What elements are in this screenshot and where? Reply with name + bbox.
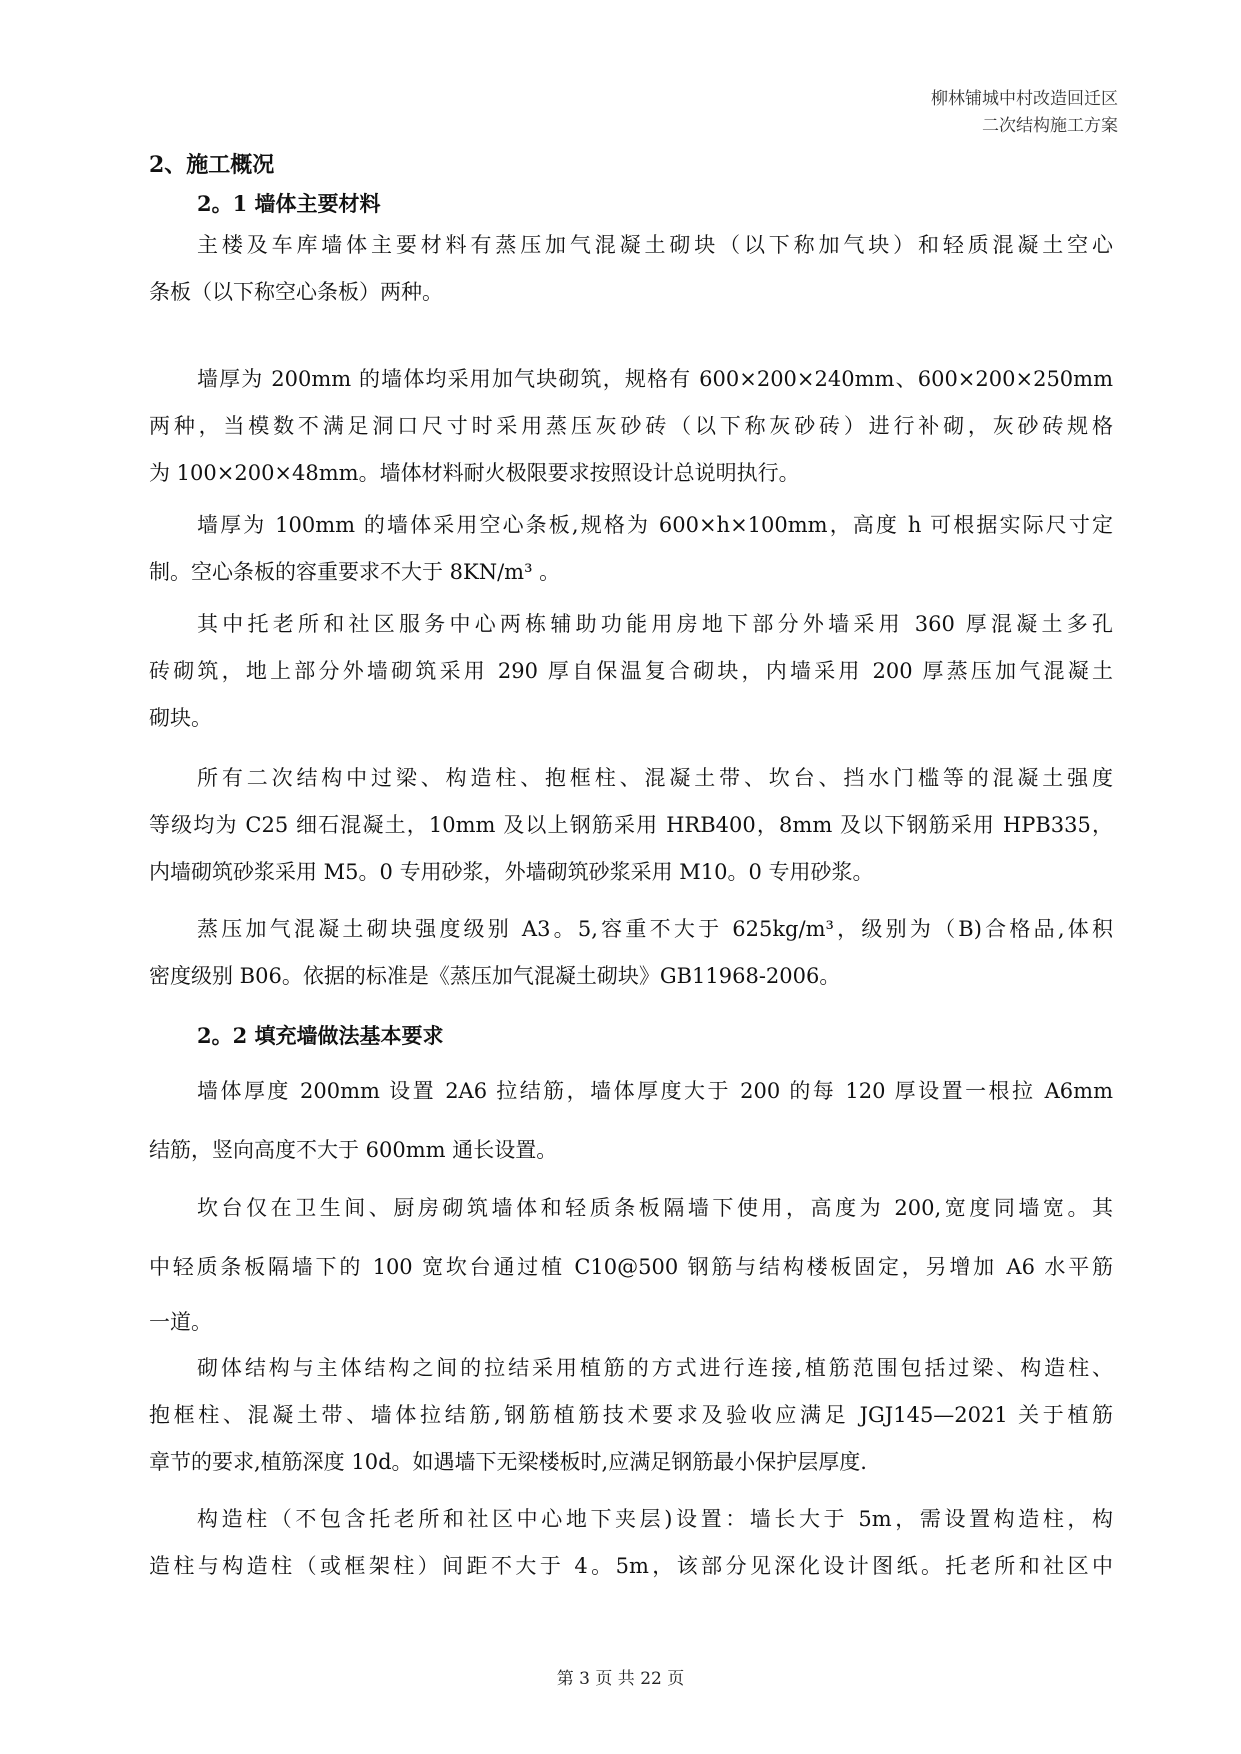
text-line: 条板（以下称空心条板）两种。 [149,280,443,304]
subsection-title-infill-wall: 2。2 填充墙做法基本要求 [197,1023,444,1048]
text-line: 墙体厚度 200mm 设置 2A6 拉结筋，墙体厚度大于 200 的每 120 厚设置一根拉 A6mm [197,1079,1113,1103]
text-line: 抱框柱、混凝土带、墙体拉结筋,钢筋植筋技术要求及验收应满足 JGJ145—2021 关于植筋 [149,1403,1113,1427]
text-line: 砌体结构与主体结构之间的拉结采用植筋的方式进行连接,植筋范围包括过梁、构造柱、 [197,1356,1113,1380]
text-line: 两种，当模数不满足洞口尺寸时采用蒸压灰砂砖（以下称灰砂砖）进行补砌，灰砂砖规格 [149,414,1113,438]
paragraph-200mm-wall [149,356,1113,497]
text-line: 为 100×200×48mm。墙体材料耐火极限要求按照设计总说明执行。 [149,461,800,485]
text-line: 密度级别 B06。依据的标准是《蒸压加气混凝土砌块》GB11968-2006。 [149,964,841,988]
header-project-name: 柳林铺城中村改造回迁区 [931,89,1118,109]
paragraph-tie-bars [149,1068,1113,1174]
paragraph-curb [149,1185,1113,1346]
text-line: 造柱与构造柱（或框架柱）间距不大于 4。5m，该部分见深化设计图纸。托老所和社区中 [149,1554,1113,1578]
paragraph-100mm-wall [149,502,1113,596]
text-line: 其中托老所和社区服务中心两栋辅助功能用房地下部分外墙采用 360 厚混凝土多孔 [197,612,1113,636]
paragraph-block-strength [149,906,1113,1000]
paragraph-concrete-grade [149,755,1113,896]
paragraph-ancillary-buildings [149,601,1113,742]
text-line: 所有二次结构中过梁、构造柱、抱框柱、混凝土带、坎台、挡水门槛等的混凝土强度 [197,766,1113,790]
text-line: 结筋，竖向高度不大于 600mm 通长设置。 [149,1138,558,1162]
subsection-title-materials: 2。1 墙体主要材料 [197,191,381,216]
text-line: 墙厚为 100mm 的墙体采用空心条板,规格为 600×h×100mm，高度 h 可根据实际尺寸定 [197,513,1113,537]
text-line: 墙厚为 200mm 的墙体均采用加气块砌筑，规格有 600×200×240mm、600×200×250mm [197,367,1113,391]
section-title: 2、施工概况 [149,152,275,178]
text-line: 砖砌筑，地上部分外墙砌筑采用 290 厚自保温复合砌块，内墙采用 200 厚蒸压加气混凝土 [149,659,1113,683]
paragraph-materials-intro [149,222,1113,316]
page-header [931,86,1118,140]
text-line: 蒸压加气混凝土砌块强度级别 A3。5,容重不大于 625kg/m³，级别为（B)合格品,体积 [197,917,1113,941]
paragraph-rebar-planting [149,1345,1113,1486]
text-line: 一道。 [149,1310,212,1334]
text-line: 等级均为 C25 细石混凝土，10mm 及以上钢筋采用 HRB400，8mm 及以下钢筋采用 HPB335， [149,813,1113,837]
text-line: 内墙砌筑砂浆采用 M5。0 专用砂浆，外墙砌筑砂浆采用 M10。0 专用砂浆。 [149,860,874,884]
text-line: 砌块。 [149,706,212,730]
page-number-footer: 第 3 页 共 22 页 [556,1669,685,1689]
text-line: 章节的要求,植筋深度 10d。如遇墙下无梁楼板时,应满足钢筋最小保护层厚度. [149,1450,867,1474]
header-document-title: 二次结构施工方案 [982,116,1118,136]
text-line: 制。空心条板的容重要求不大于 8KN/m³ 。 [149,560,561,584]
text-line: 主楼及车库墙体主要材料有蒸压加气混凝土砌块（以下称加气块）和轻质混凝土空心 [197,233,1113,257]
text-line: 构造柱（不包含托老所和社区中心地下夹层)设置：墙长大于 5m，需设置构造柱，构 [197,1507,1113,1531]
paragraph-structural-columns [149,1496,1113,1590]
text-line: 中轻质条板隔墙下的 100 宽坎台通过植 C10@500 钢筋与结构楼板固定，另增加 A6 水平筋 [149,1255,1113,1279]
text-line: 坎台仅在卫生间、厨房砌筑墙体和轻质条板隔墙下使用，高度为 200,宽度同墙宽。其 [197,1196,1113,1220]
